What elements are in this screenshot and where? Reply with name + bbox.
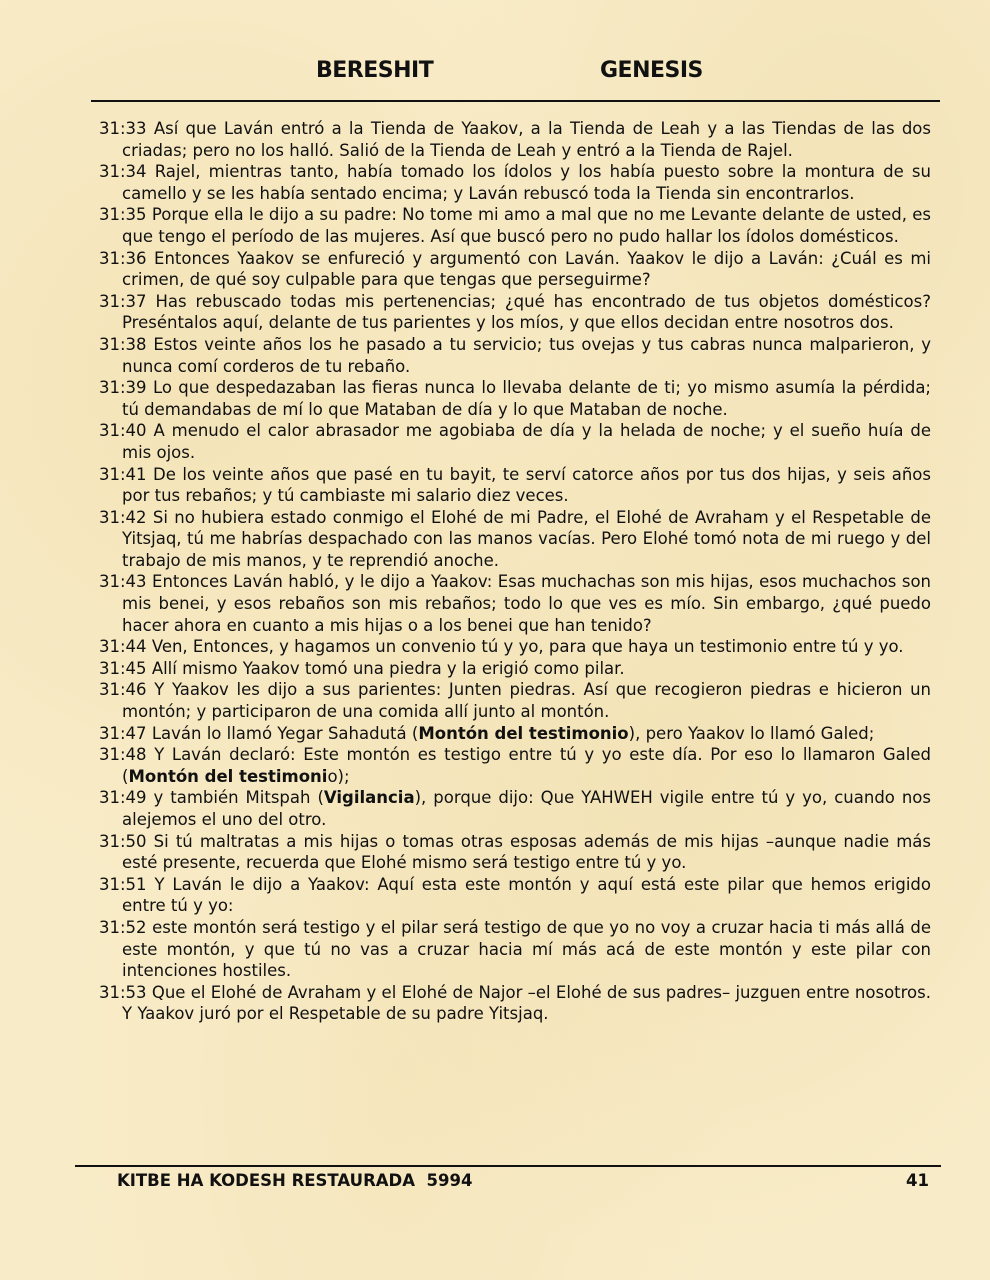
verse-emphasis: Montón del testimoni bbox=[128, 766, 328, 786]
verse-reference: 31:44 bbox=[99, 637, 147, 657]
verse bbox=[99, 161, 931, 204]
verse-text: Así que Laván entró a la Tienda de Yaakov, a la Tienda de Leah y a las Tiendas de las dos criadas; pero no los halló. Salió de la Tienda de Leah y entró a la Tienda de Rajel. bbox=[122, 119, 931, 160]
verse bbox=[99, 679, 931, 722]
verse bbox=[99, 874, 931, 917]
verse-reference: 31:35 bbox=[99, 205, 147, 225]
verse-text: Estos veinte años los he pasado a tu servicio; tus ovejas y tus cabras nunca malparieron, y nunca comí corderos de tu rebaño. bbox=[122, 334, 932, 376]
header-rule bbox=[91, 100, 940, 102]
verse-text: Entonces Yaakov se enfureció y argumentó con Laván. Yaakov le dijo a Laván: ¿Cuál es mi crimen, de qué soy culpable para que tengas que perseguirme? bbox=[122, 248, 931, 290]
verse bbox=[99, 291, 931, 334]
verse-text: Laván lo llamó Yegar Sahadutá ( bbox=[151, 723, 419, 743]
verse-reference: 31:47 bbox=[99, 723, 147, 743]
verse-text: Si no hubiera estado conmigo el Elohé de mi Padre, el Elohé de Avraham y el Respetable de Yitsjaq, tú me habrías despachado con las manos vacías. Pero Elohé tomó nota de mi ruego y del trabajo de mis manos, y te reprendió anoche. bbox=[122, 507, 931, 570]
verse-text: Porque ella le dijo a su padre: No tome mi amo a mal que no me Levante delante de usted, es que tengo el período de las mujeres. Así que buscó pero no pudo hallar los ídolos domésticos. bbox=[122, 205, 932, 246]
footer-title: KITBE HA KODESH RESTAURADA 5994 bbox=[117, 1171, 473, 1190]
verse bbox=[99, 787, 931, 830]
verse-reference: 31:42 bbox=[99, 507, 147, 527]
verse-emphasis: Vigilancia bbox=[323, 788, 415, 808]
verse bbox=[99, 917, 931, 982]
verse-text: Allí mismo Yaakov tomó una piedra y la erigió como pilar. bbox=[151, 658, 625, 678]
verse-emphasis: Montón del testimonio bbox=[418, 723, 629, 743]
verse-list bbox=[99, 118, 931, 1025]
header-book-greek: GENESIS bbox=[600, 58, 703, 83]
verse-reference: 31:38 bbox=[99, 334, 147, 354]
verse bbox=[99, 636, 931, 658]
verse-reference: 31:45 bbox=[99, 658, 147, 678]
verse-reference: 31:34 bbox=[99, 162, 147, 182]
verse bbox=[99, 744, 931, 787]
verse bbox=[99, 464, 931, 507]
verse-text: Y Yaakov les dijo a sus parientes: Junten piedras. Así que recogieron piedras e hicieron un montón; y participaron de una comida allí junto al montón. bbox=[122, 680, 932, 722]
verse-text: Rajel, mientras tanto, había tomado los ídolos y los había puesto sobre la montura de su camello y se les había sentado encima; y Laván rebuscó toda la Tienda sin encontrarlos. bbox=[122, 162, 931, 203]
verse-text: ), porque dijo: Que YAHWEH vigile entre tú y yo, cuando nos alejemos el uno del otro. bbox=[122, 788, 931, 829]
footer-rule bbox=[75, 1165, 941, 1167]
header-book-hebrew: BERESHIT bbox=[316, 58, 434, 83]
verse bbox=[99, 723, 931, 745]
verse-text: Si tú maltratas a mis hijas o tomas otras esposas además de mis hijas –aunque nadie más esté presente, recuerda que Elohé mismo será testigo entre tú y yo. bbox=[122, 831, 931, 873]
verse-reference: 31:50 bbox=[99, 831, 147, 851]
verse-text: o); bbox=[327, 766, 350, 786]
verse-reference: 31:41 bbox=[99, 464, 147, 484]
verse bbox=[99, 831, 931, 874]
verse-reference: 31:51 bbox=[99, 874, 147, 894]
verse-reference: 31:46 bbox=[99, 680, 147, 700]
verse bbox=[99, 507, 931, 572]
verse-reference: 31:39 bbox=[99, 378, 147, 398]
verse bbox=[99, 248, 931, 291]
verse-text: Ven, Entonces, y hagamos un convenio tú y yo, para que haya un testimonio entre tú y yo. bbox=[151, 637, 904, 657]
verse-reference: 31:37 bbox=[99, 291, 147, 311]
verse bbox=[99, 571, 931, 636]
verse-text: A menudo el calor abrasador me agobiaba de día y la helada de noche; y el sueño huía de mis ojos. bbox=[122, 421, 931, 462]
verse bbox=[99, 658, 931, 680]
verse bbox=[99, 420, 931, 463]
verse-reference: 31:49 bbox=[99, 788, 147, 808]
verse-text: Y Laván declaró: Este montón es testigo entre tú y yo este día. Por eso lo llamaron Galed ( bbox=[122, 745, 932, 786]
verse-text: este montón será testigo y el pilar será testigo de que yo no voy a cruzar hacia ti más allá de este montón, y que tú no vas a cruzar hacia mí más acá de este montón y este pilar con intenciones hostiles. bbox=[122, 917, 932, 981]
verse-reference: 31:40 bbox=[99, 421, 147, 441]
verse bbox=[99, 982, 931, 1025]
verse-text: De los veinte años que pasé en tu bayit, te serví catorce años por tus dos hijas, y seis años por tus rebaños; y tú cambiaste mi salario diez veces. bbox=[122, 464, 932, 506]
verse bbox=[99, 377, 931, 420]
verse-reference: 31:53 bbox=[99, 982, 147, 1002]
verse bbox=[99, 334, 931, 377]
verse-text: Que el Elohé de Avraham y el Elohé de Najor –el Elohé de sus padres– juzguen entre nosotros. Y Yaakov juró por el Respetable de su padre Yitsjaq. bbox=[122, 982, 931, 1024]
verse-text: Has rebuscado todas mis pertenencias; ¿qué has encontrado de tus objetos domésticos? Preséntalos aquí, delante de tus parientes y los míos, y que ellos decidan entre nosotros dos. bbox=[122, 291, 931, 333]
page-header bbox=[0, 58, 990, 88]
page-number: 41 bbox=[906, 1171, 929, 1190]
verse-reference: 31:33 bbox=[99, 119, 147, 138]
verse-reference: 31:43 bbox=[99, 572, 147, 592]
verse bbox=[99, 204, 931, 247]
verse bbox=[99, 118, 931, 161]
verse-text: ), pero Yaakov lo llamó Galed; bbox=[628, 723, 875, 743]
verse-reference: 31:52 bbox=[99, 917, 147, 937]
verse-reference: 31:36 bbox=[99, 248, 147, 268]
verse-reference: 31:48 bbox=[99, 745, 147, 765]
verse-text: Entonces Laván habló, y le dijo a Yaakov: Esas muchachas son mis hijas, esos muchachos son mis benei, y esos rebaños son mis rebaños; todo lo que ves es mío. Sin embargo, ¿qué puedo hacer ahora en cuanto a mis hijas o a los benei que han tenido? bbox=[122, 572, 931, 635]
verse-text: y también Mitspah ( bbox=[153, 788, 324, 808]
verse-text: Lo que despedazaban las fieras nunca lo llevaba delante de ti; yo mismo asumía la pérdida; tú demandabas de mí lo que Mataban de día y lo que Mataban de noche. bbox=[122, 378, 931, 419]
verse-text: Y Laván le dijo a Yaakov: Aquí esta este montón y aquí está este pilar que hemos erigido entre tú y yo: bbox=[122, 874, 932, 916]
